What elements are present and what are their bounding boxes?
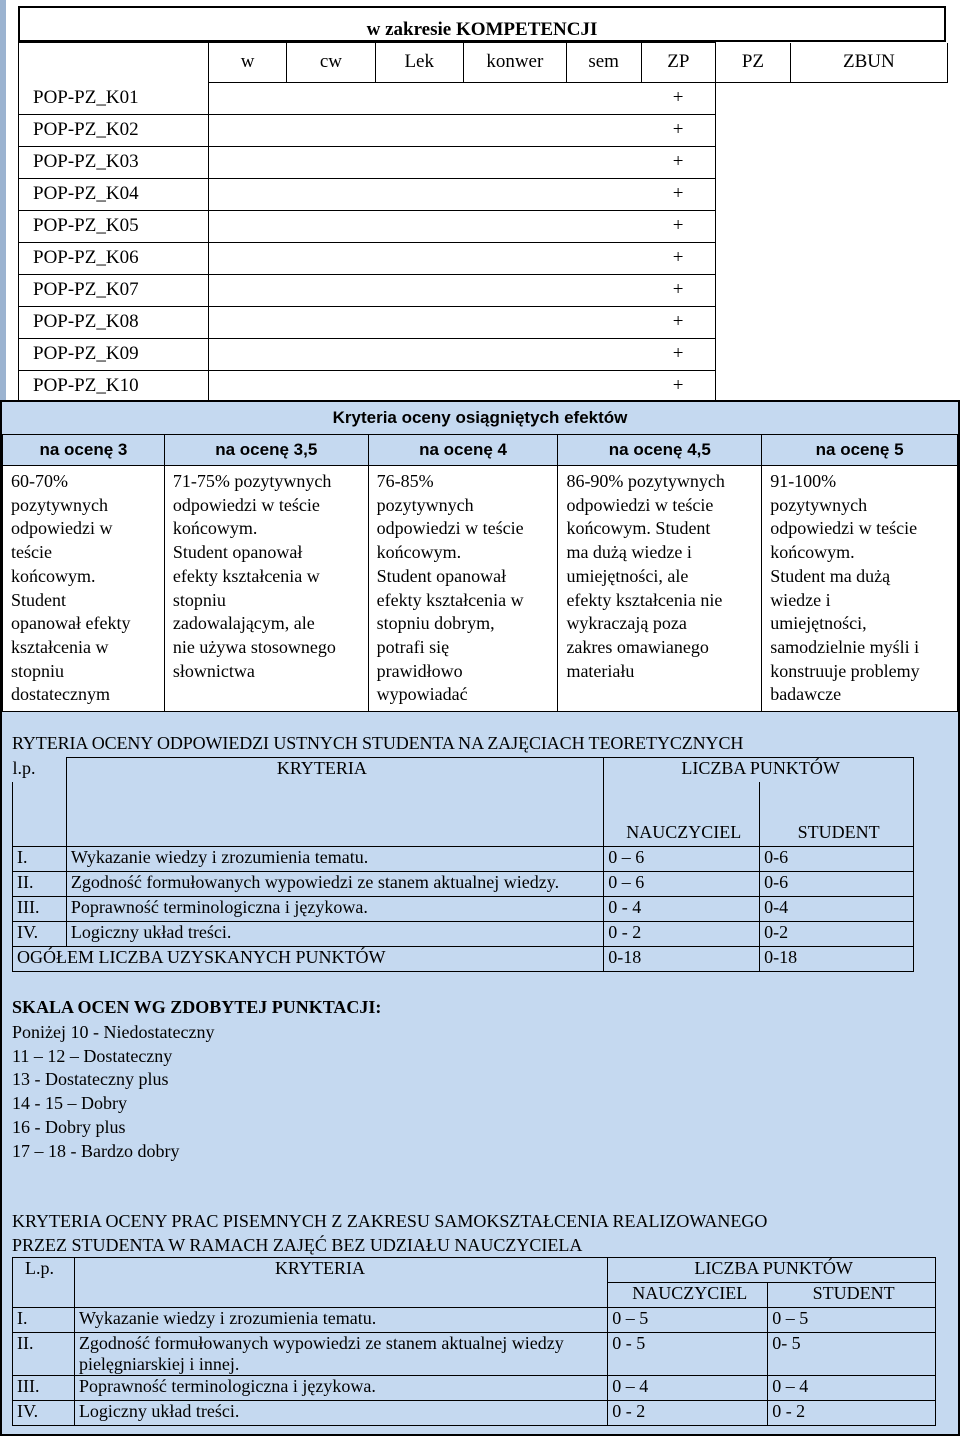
- grade-scale-item: Poniżej 10 - Niedostateczny: [12, 1021, 215, 1042]
- grade-scale: [12, 996, 381, 1164]
- grade-3-5-description: 71-75% pozytywnych odpowiedzi w teście końcowym. Student opanował efekty kształcenia w stopniu zadowalającym, ale nie używa stosownego słownictwa: [164, 466, 368, 712]
- grade-scale-title: SKALA OCEN WG ZDOBYTEJ PUNKTACJI:: [12, 997, 382, 1017]
- written-criterion: Zgodność formułowanych wypowiedzi ze stanem aktualnej wiedzy pielęgniarskiej i innej.: [74, 1333, 607, 1376]
- col-pz: PZ: [716, 43, 791, 83]
- grade-4-description: 76-85% pozytywnych odpowiedzi w teście końcowym. Student opanował efekty kształcenia w stopniu dobrym, potrafi się prawidłowo wypowiadać: [368, 466, 558, 712]
- written-teacher-points: 0 – 4: [608, 1376, 768, 1401]
- written-row: [13, 1333, 936, 1376]
- competence-cell: [566, 210, 641, 242]
- oral-lp: I.: [13, 847, 67, 872]
- competence-cell: [287, 338, 375, 370]
- competence-row: [19, 210, 948, 242]
- competence-zp-mark: +: [641, 146, 716, 178]
- oral-teacher-header: NAUCZYCIEL: [604, 822, 760, 847]
- oral-student-header: STUDENT: [760, 822, 914, 847]
- written-teacher-points: 0 - 5: [608, 1333, 768, 1376]
- written-criterion: Logiczny układ treści.: [74, 1401, 607, 1426]
- competence-cell: [566, 82, 641, 114]
- written-criteria-title: [12, 1209, 767, 1257]
- grade-criteria-table: [2, 434, 958, 712]
- oral-student-points: 0-6: [760, 872, 914, 897]
- written-title-line-2: PRZEZ STUDENTA W RAMACH ZAJĘĆ BEZ UDZIAŁU NAUCZYCIELA: [12, 1235, 583, 1255]
- written-student-header: STUDENT: [768, 1283, 936, 1308]
- competence-cell: [209, 274, 287, 306]
- competence-zp-mark: +: [641, 242, 716, 274]
- oral-criteria-title: RYTERIA OCENY ODPOWIEDZI USTNYCH STUDENTA NA ZAJĘCIACH TEORETYCZNYCH: [12, 733, 744, 753]
- written-lp-header: L.p.: [13, 1258, 75, 1283]
- oral-teacher-points: 0 - 4: [604, 897, 760, 922]
- oral-header-row: [13, 758, 914, 783]
- written-teacher-points: 0 - 2: [608, 1401, 768, 1426]
- competence-cell: [463, 242, 566, 274]
- competence-cell: [209, 82, 287, 114]
- criteria-title: Kryteria oceny osiągniętych efektów: [332, 408, 628, 427]
- competence-header-row: [19, 43, 948, 83]
- competence-cell: [375, 210, 463, 242]
- competence-zp-mark: +: [641, 82, 716, 114]
- competence-code: POP-PZ_K07: [19, 274, 209, 306]
- grade-4-header: na ocenę 4: [368, 435, 558, 466]
- competence-cell: [463, 178, 566, 210]
- col-sem: sem: [566, 43, 641, 83]
- competence-code: POP-PZ_K09: [19, 338, 209, 370]
- competence-cell: [566, 242, 641, 274]
- competence-cell: [463, 82, 566, 114]
- competence-zp-mark: +: [641, 274, 716, 306]
- competence-cell: [375, 306, 463, 338]
- competence-cell: [566, 338, 641, 370]
- oral-row: [13, 897, 914, 922]
- competence-table-title: w zakresie KOMPETENCJI: [18, 6, 946, 42]
- competence-cell: [209, 146, 287, 178]
- col-w: w: [209, 43, 287, 83]
- written-teacher-points: 0 – 5: [608, 1308, 768, 1333]
- col-konwer: konwer: [463, 43, 566, 83]
- written-lp: III.: [13, 1376, 75, 1401]
- oral-total-student: 0-18: [760, 947, 914, 972]
- oral-student-points: 0-4: [760, 897, 914, 922]
- oral-points-header: LICZBA PUNKTÓW: [604, 758, 914, 783]
- grade-5-description: 91-100% pozytywnych odpowiedzi w teście końcowym. Student ma dużą wiedze i umiejętności, samodzielnie myśli i konstruuje problemy badawcze: [762, 466, 958, 712]
- grade-header-row: [3, 435, 958, 466]
- written-criterion: Poprawność terminologiczna i językowa.: [74, 1376, 607, 1401]
- competence-zp-mark: +: [641, 338, 716, 370]
- competence-row: [19, 274, 948, 306]
- competence-cell: [463, 338, 566, 370]
- competence-row: [19, 338, 948, 370]
- competence-cell: [209, 306, 287, 338]
- oral-row: [13, 872, 914, 897]
- written-title-line-1: KRYTERIA OCENY PRAC PISEMNYCH Z ZAKRESU SAMOKSZTAŁCENIA REALIZOWANEGO: [12, 1211, 768, 1231]
- competence-row: [19, 82, 948, 114]
- competence-cell: [209, 114, 287, 146]
- oral-student-points: 0-2: [760, 922, 914, 947]
- oral-lp: II.: [13, 872, 67, 897]
- col-lek: Lek: [375, 43, 463, 83]
- competence-cell: [287, 306, 375, 338]
- competence-table: [18, 42, 948, 403]
- competence-zp-mark: +: [641, 370, 716, 402]
- competence-cell: [566, 370, 641, 402]
- oral-total-label: OGÓŁEM LICZBA UZYSKANYCH PUNKTÓW: [13, 947, 604, 972]
- competence-cell: [463, 370, 566, 402]
- competence-cell: [463, 146, 566, 178]
- col-zp: ZP: [641, 43, 716, 83]
- competence-cell: [375, 274, 463, 306]
- oral-lp: III.: [13, 897, 67, 922]
- oral-teacher-points: 0 – 6: [604, 847, 760, 872]
- competence-cell: [287, 242, 375, 274]
- competence-cell: [287, 370, 375, 402]
- competence-cell: [566, 146, 641, 178]
- competence-zp-mark: +: [641, 178, 716, 210]
- competence-cell: [209, 242, 287, 274]
- written-row: [13, 1376, 936, 1401]
- oral-criterion: Zgodność formułowanych wypowiedzi ze stanem aktualnej wiedzy.: [66, 872, 603, 897]
- written-student-points: 0- 5: [768, 1333, 936, 1376]
- grade-4-5-description: 86-90% pozytywnych odpowiedzi w teście końcowym. Student ma dużą wiedze i umiejętności, ale efekty kształcenia nie wykraczają poza zakres omawianego materiału: [558, 466, 762, 712]
- competence-cell: [287, 178, 375, 210]
- competence-row: [19, 178, 948, 210]
- competence-code: POP-PZ_K10: [19, 370, 209, 402]
- competence-cell: [375, 146, 463, 178]
- oral-teacher-points: 0 - 2: [604, 922, 760, 947]
- oral-criterion: Wykazanie wiedzy i zrozumienia tematu.: [66, 847, 603, 872]
- competence-cell: [287, 210, 375, 242]
- written-student-points: 0 – 4: [768, 1376, 936, 1401]
- oral-criteria-header: KRYTERIA: [66, 758, 603, 783]
- competence-code: POP-PZ_K04: [19, 178, 209, 210]
- competence-code: POP-PZ_K03: [19, 146, 209, 178]
- written-points-header: LICZBA PUNKTÓW: [608, 1258, 936, 1283]
- competence-cell: [463, 274, 566, 306]
- written-criterion: Wykazanie wiedzy i zrozumienia tematu.: [74, 1308, 607, 1333]
- oral-row: [13, 922, 914, 947]
- written-student-points: 0 - 2: [768, 1401, 936, 1426]
- grade-scale-item: 17 – 18 - Bardzo dobry: [12, 1140, 180, 1161]
- col-cw: cw: [287, 43, 375, 83]
- competence-row: [19, 242, 948, 274]
- competence-cell: [375, 242, 463, 274]
- written-row: [13, 1401, 936, 1426]
- oral-criterion: Logiczny układ treści.: [66, 922, 603, 947]
- oral-subheader-row: [13, 822, 914, 847]
- written-subheader-row: [13, 1283, 936, 1308]
- competence-cell: [566, 178, 641, 210]
- oral-criterion: Poprawność terminologiczna i językowa.: [66, 897, 603, 922]
- written-student-points: 0 – 5: [768, 1308, 936, 1333]
- competence-cell: [375, 178, 463, 210]
- competence-cell: [375, 370, 463, 402]
- competence-cell: [375, 82, 463, 114]
- written-teacher-header: NAUCZYCIEL: [608, 1283, 768, 1308]
- grade-scale-item: 14 - 15 – Dobry: [12, 1093, 127, 1114]
- competence-row: [19, 370, 948, 402]
- written-lp: II.: [13, 1333, 75, 1376]
- oral-criteria-table: [12, 757, 914, 972]
- competence-code: POP-PZ_K02: [19, 114, 209, 146]
- oral-total-row: [13, 947, 914, 972]
- competence-cell: [287, 146, 375, 178]
- competence-cell: [463, 114, 566, 146]
- competence-code: POP-PZ_K05: [19, 210, 209, 242]
- grade-scale-item: 16 - Dobry plus: [12, 1116, 126, 1137]
- competence-code: POP-PZ_K06: [19, 242, 209, 274]
- competence-code: POP-PZ_K08: [19, 306, 209, 338]
- competence-zp-mark: +: [641, 210, 716, 242]
- oral-row: [13, 847, 914, 872]
- grade-4-5-header: na ocenę 4,5: [558, 435, 762, 466]
- oral-lp-header: l.p.: [12, 757, 36, 778]
- grade-description-row: [3, 466, 958, 712]
- grade-scale-item: 11 – 12 – Dostateczny: [12, 1045, 173, 1066]
- competence-cell: [209, 178, 287, 210]
- written-lp: IV.: [13, 1401, 75, 1426]
- competence-cell: [375, 338, 463, 370]
- competence-cell: [287, 274, 375, 306]
- competence-cell: [566, 274, 641, 306]
- written-lp: I.: [13, 1308, 75, 1333]
- competence-cell: [566, 306, 641, 338]
- competence-cell: [566, 114, 641, 146]
- grade-3-header: na ocenę 3: [3, 435, 165, 466]
- competence-cell: [287, 82, 375, 114]
- competence-cell: [463, 210, 566, 242]
- competence-zp-mark: +: [641, 114, 716, 146]
- competence-cell: [287, 114, 375, 146]
- grade-3-description: 60-70% pozytywnych odpowiedzi w teście końcowym. Student opanował efekty kształcenia w stopniu dostatecznym: [3, 466, 165, 712]
- competence-row: [19, 114, 948, 146]
- grade-3-5-header: na ocenę 3,5: [164, 435, 368, 466]
- written-criteria-table: [12, 1257, 936, 1426]
- competence-row: [19, 146, 948, 178]
- written-row: [13, 1308, 936, 1333]
- oral-total-teacher: 0-18: [604, 947, 760, 972]
- written-criteria-header: KRYTERIA: [74, 1258, 607, 1283]
- written-header-row: [13, 1258, 936, 1283]
- competence-cell: [209, 370, 287, 402]
- grade-5-header: na ocenę 5: [762, 435, 958, 466]
- oral-lp: IV.: [13, 922, 67, 947]
- col-zbun: ZBUN: [790, 43, 947, 83]
- oral-student-points: 0-6: [760, 847, 914, 872]
- competence-cell: [209, 210, 287, 242]
- competence-cell: [209, 338, 287, 370]
- grade-scale-item: 13 - Dostateczny plus: [12, 1069, 169, 1090]
- competence-cell: [375, 114, 463, 146]
- competence-row: [19, 306, 948, 338]
- competence-code: POP-PZ_K01: [19, 82, 209, 114]
- competence-zp-mark: +: [641, 306, 716, 338]
- competence-cell: [463, 306, 566, 338]
- oral-teacher-points: 0 – 6: [604, 872, 760, 897]
